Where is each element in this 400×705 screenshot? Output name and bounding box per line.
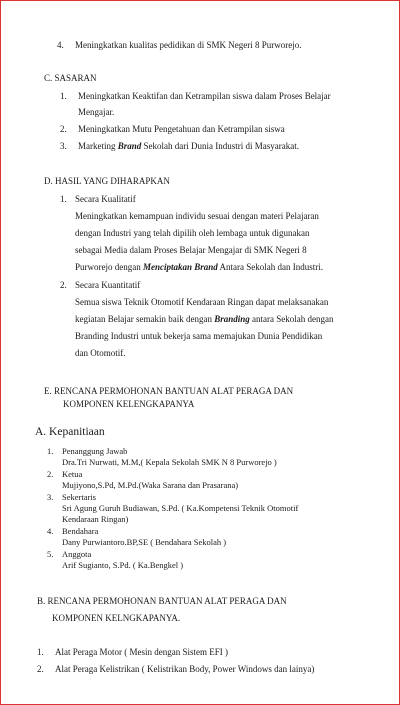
section-heading-rencana-e-cont: KOMPONEN KELENGKAPANYA bbox=[63, 399, 195, 409]
list-item-text: Marketing Brand Sekolah dari Dunia Industri di Masyarakat. bbox=[78, 141, 299, 151]
section-heading-rencana-b-cont: KOMPONEN KELNGKAPANYA. bbox=[52, 613, 181, 623]
list-number: 1. bbox=[47, 446, 54, 456]
subsection-title: Secara Kuantitatif bbox=[75, 280, 141, 290]
list-item-text: Alat Peraga Kelistrikan ( Kelistrikan Body, Power Windows dan lainya) bbox=[55, 664, 315, 674]
list-number: 4. bbox=[57, 40, 64, 50]
emphasis-menciptakan-brand: Menciptakan Brand bbox=[142, 262, 218, 272]
list-number: 2. bbox=[47, 469, 54, 479]
list-item-text: Alat Peraga Motor ( Mesin dengan Sistem EFI ) bbox=[55, 647, 228, 657]
committee-member: Dany Purwiantoro.BP,SE ( Bendahara Sekolah ) bbox=[62, 537, 227, 547]
list-number: 2. bbox=[60, 124, 67, 134]
list-item-text: Meningkatkan Mutu Pengetahuan dan Ketrampilan siswa bbox=[78, 124, 285, 134]
paragraph-line: Semua siswa Teknik Otomotif Kendaraan Ringan dapat melaksanakan bbox=[75, 297, 329, 307]
list-item-text: Meningkatkan Keaktifan dan Ketrampilan siswa dalam Proses Belajar bbox=[78, 91, 331, 101]
list-number: 3. bbox=[60, 141, 67, 151]
paragraph-line: dan Otomotif. bbox=[75, 348, 126, 358]
paragraph-line: sebagai Media dalam Proses Belajar Mengajar di SMK Negeri 8 bbox=[75, 245, 307, 255]
list-item-text: Meningkatkan kualitas pedidikan di SMK Negeri 8 Purworejo. bbox=[75, 40, 302, 50]
list-number: 5. bbox=[47, 549, 54, 559]
list-item-text: Mengajar. bbox=[78, 107, 115, 117]
committee-member: Dra.Tri Nurwati, M.M,( Kepala Sekolah SMK N 8 Purworejo ) bbox=[62, 457, 277, 467]
committee-role: Ketua bbox=[62, 469, 83, 479]
section-heading-kepanitiaan: A. Kepanitiaan bbox=[35, 426, 105, 438]
list-number: 1. bbox=[60, 194, 67, 204]
paragraph-line: dengan Industri yang telah dipilih oleh lembaga untuk digunakan bbox=[75, 228, 310, 238]
list-number: 2. bbox=[60, 280, 67, 290]
committee-role: Anggota bbox=[62, 549, 92, 559]
section-heading-hasil: D. HASIL YANG DIHARAPKAN bbox=[44, 176, 170, 186]
section-heading-sasaran: C. SASARAN bbox=[44, 73, 97, 83]
list-number: 1. bbox=[60, 91, 67, 101]
emphasis-branding: Branding bbox=[214, 314, 250, 324]
emphasis-brand: Brand bbox=[117, 141, 142, 151]
committee-member: Mujiyono,S.Pd, M.Pd.(Waka Sarana dan Prasarana) bbox=[62, 480, 239, 490]
list-number: 4. bbox=[47, 526, 54, 536]
list-number: 1. bbox=[37, 647, 44, 657]
paragraph-line: Meningkatkan kemampuan individu sesuai dengan materi Pelajaran bbox=[75, 211, 319, 221]
committee-role: Sekertaris bbox=[62, 492, 96, 502]
paragraph-line: Purworejo dengan Menciptakan Brand Antara Sekolah dan Industri. bbox=[75, 262, 323, 272]
subsection-title: Secara Kualitatif bbox=[75, 194, 136, 204]
section-heading-rencana-b: B. RENCANA PERMOHONAN BANTUAN ALAT PERAGA DAN bbox=[37, 596, 287, 606]
committee-member: Arif Sugianto, S.Pd. ( Ka.Bengkel ) bbox=[62, 560, 184, 570]
paragraph-line: Branding Industri untuk bekerja sama memajukan Dunia Pendidikan bbox=[75, 331, 323, 341]
section-heading-rencana-e: E. RENCANA PERMOHONAN BANTUAN ALAT PERAGA DAN bbox=[44, 386, 294, 396]
list-number: 2. bbox=[37, 664, 44, 674]
list-number: 3. bbox=[47, 492, 54, 502]
committee-role: Bendahara bbox=[62, 526, 99, 536]
committee-member: Sri Agung Guruh Budiawan, S.Pd. ( Ka.Kompetensi Teknik Otomotif bbox=[62, 503, 299, 513]
committee-member-cont: Kendaraan Ringan) bbox=[62, 514, 129, 524]
paragraph-line: kegiatan Belajar semakin baik dengan Branding antara Sekolah dengan bbox=[75, 314, 334, 324]
committee-role: Penanggung Jawab bbox=[62, 446, 128, 456]
